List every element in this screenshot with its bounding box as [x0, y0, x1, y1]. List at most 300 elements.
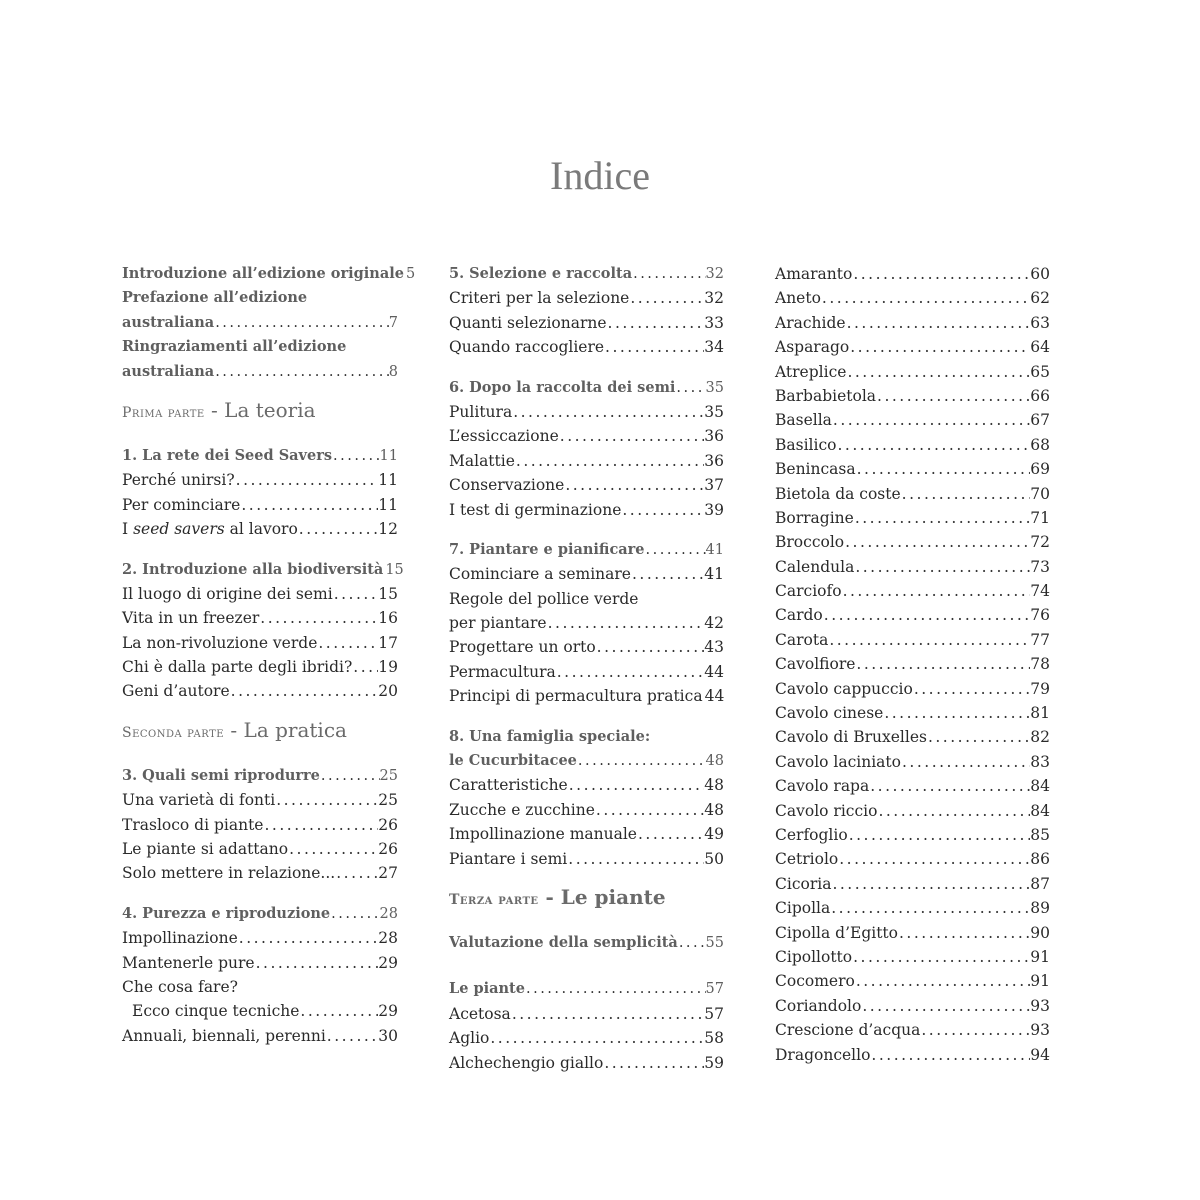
- toc-entry[interactable]: [122, 951, 398, 975]
- toc-entry[interactable]: [122, 468, 398, 492]
- entry-title: Calendula: [775, 557, 855, 576]
- entry-title: Cardo: [775, 606, 823, 625]
- leader-dots: [869, 774, 1030, 798]
- leader-dots: [830, 896, 1030, 920]
- leader-dots: [564, 473, 704, 497]
- leader-dots: [489, 1026, 704, 1050]
- toc-entry[interactable]: [122, 311, 398, 335]
- entry-title: per piantare: [449, 614, 547, 633]
- toc-entry-line1: Prefazione all’edizione: [122, 289, 308, 307]
- plant-entry[interactable]: [775, 482, 1050, 506]
- page-number: 39: [704, 500, 724, 519]
- toc-column-1: [122, 262, 416, 1048]
- page-number: 41: [704, 565, 724, 584]
- toc-entry[interactable]: [449, 611, 724, 635]
- page-number: 43: [704, 638, 724, 657]
- leader-dots: [901, 750, 1030, 774]
- plant-entry[interactable]: [775, 896, 1050, 920]
- page-number: 73: [1030, 557, 1050, 576]
- toc-entry[interactable]: [449, 473, 724, 497]
- entry-title: Le piante si adattano: [122, 840, 289, 859]
- entry-title: australiana: [122, 313, 215, 331]
- chapter-entry[interactable]: [122, 902, 398, 926]
- leader-dots: [852, 262, 1030, 286]
- toc-entry[interactable]: [449, 286, 724, 310]
- entry-title: Cicoria: [775, 874, 832, 893]
- chapter-entry[interactable]: [122, 444, 398, 468]
- leader-dots: [846, 311, 1031, 335]
- entry-title: Cipolla: [775, 899, 831, 918]
- page-number: 11: [379, 447, 398, 464]
- page-number: 32: [704, 289, 724, 308]
- leader-dots: [332, 444, 380, 468]
- page-number: 48: [705, 753, 724, 770]
- page-number: 74: [1030, 582, 1050, 601]
- toc-entry[interactable]: [449, 798, 724, 822]
- leader-dots: [678, 931, 706, 955]
- plant-entry[interactable]: [775, 530, 1050, 554]
- toc-entry[interactable]: [449, 773, 724, 797]
- toc-entry[interactable]: [449, 498, 724, 522]
- entry-title: Coriandolo: [775, 996, 862, 1015]
- page-number: 16: [378, 609, 398, 628]
- leader-dots: [607, 311, 705, 335]
- page-number: 7: [388, 314, 398, 331]
- toc-entry[interactable]: [122, 655, 398, 679]
- toc-entry[interactable]: [449, 660, 724, 684]
- part-heading: [122, 392, 398, 428]
- page-number: 60: [1030, 265, 1050, 283]
- page-number: 63: [1030, 313, 1050, 332]
- toc-entry[interactable]: [122, 493, 398, 517]
- entry-title: Perché unirsi?: [122, 471, 235, 490]
- toc-entry[interactable]: [122, 262, 416, 286]
- leader-dots: [333, 582, 379, 606]
- entry-title: Broccolo: [775, 533, 845, 552]
- toc-entry[interactable]: [449, 311, 724, 335]
- leader-dots: [861, 994, 1030, 1018]
- toc-entry[interactable]: [122, 606, 398, 630]
- entry-title: Progettare un orto: [449, 638, 596, 657]
- toc-entry[interactable]: [449, 424, 724, 448]
- part-name: La teoria: [224, 397, 316, 422]
- entry-title: Valutazione della semplicità: [449, 933, 678, 951]
- entry-title: Cavolo rapa: [775, 777, 870, 796]
- leader-dots: [631, 562, 704, 586]
- entry-title: 6. Dopo la raccolta dei semi: [449, 378, 676, 396]
- toc-entry[interactable]: [122, 631, 398, 655]
- entry-title: Cavolo riccio: [775, 801, 878, 820]
- part-name: Le piante: [560, 884, 666, 909]
- entry-title: Criteri per la selezione: [449, 289, 630, 308]
- leader-dots: [832, 408, 1030, 432]
- page-number: 12: [378, 520, 398, 539]
- page-number: 35: [705, 379, 724, 396]
- leader-dots: [525, 977, 706, 1001]
- plant-entry[interactable]: [775, 847, 1050, 871]
- plant-entry[interactable]: [775, 994, 1050, 1018]
- page-number: 35: [704, 402, 724, 421]
- entry-title: Cavolfiore: [775, 655, 856, 674]
- leader-dots: [836, 433, 1030, 457]
- plant-entry[interactable]: [775, 408, 1050, 432]
- page-number: 68: [1030, 435, 1050, 454]
- entry-title: Permacultura: [449, 662, 556, 681]
- plant-entry[interactable]: [775, 555, 1050, 579]
- toc-entry[interactable]: [449, 1002, 724, 1026]
- page-number: 71: [1030, 508, 1050, 527]
- entry-title: Barbabietola: [775, 386, 877, 405]
- leader-dots: [675, 376, 705, 400]
- leader-dots: [255, 951, 379, 975]
- toc-entry[interactable]: [449, 1051, 724, 1075]
- toc-entry[interactable]: [122, 999, 398, 1023]
- plant-entry[interactable]: [775, 335, 1050, 359]
- entry-title: Impollinazione manuale: [449, 825, 637, 844]
- page-number: 91: [1030, 972, 1050, 991]
- page-number: 57: [705, 981, 724, 998]
- toc-entry[interactable]: [449, 562, 724, 586]
- page-number: 70: [1030, 484, 1050, 503]
- toc-entry[interactable]: [449, 822, 724, 846]
- page-number: 33: [704, 313, 724, 332]
- page-number: 93: [1030, 996, 1050, 1015]
- entry-title: Crescione d’acqua: [775, 1021, 921, 1040]
- entry-title: Ecco cinque tecniche: [132, 1002, 300, 1021]
- page-number: 83: [1030, 752, 1050, 771]
- leader-dots: [821, 286, 1030, 310]
- entry-title: Una varietà di fonti: [122, 791, 276, 810]
- leader-dots: [842, 579, 1031, 603]
- toc-entry[interactable]: [449, 1026, 724, 1050]
- page-number: 37: [704, 476, 724, 495]
- entry-title: Cominciare a seminare: [449, 565, 631, 584]
- entry-title: Amaranto: [775, 265, 853, 283]
- toc-column-2: [449, 262, 724, 1075]
- entry-title: Geni d’autore: [122, 682, 230, 701]
- page-number: 34: [704, 338, 724, 357]
- entry-title: Principi di permacultura pratica: [449, 687, 703, 706]
- plant-entry[interactable]: [775, 1018, 1050, 1042]
- part-separator: -: [204, 397, 225, 422]
- page-number: 69: [1030, 460, 1050, 479]
- plant-entry[interactable]: [775, 603, 1050, 627]
- part-name: La pratica: [243, 717, 347, 742]
- entry-title: 5. Selezione e raccolta: [449, 265, 633, 282]
- toc-entry[interactable]: [449, 684, 724, 708]
- leader-dots: [326, 1024, 378, 1048]
- leader-dots: [920, 1018, 1030, 1042]
- entry-title: Pulitura: [449, 402, 513, 421]
- leader-dots: [568, 773, 705, 797]
- entry-title: Aglio: [449, 1029, 490, 1048]
- plant-entry[interactable]: [775, 628, 1050, 652]
- entry-title: Cipolla d’Egitto: [775, 923, 898, 942]
- leader-dots: [238, 926, 378, 950]
- entry-title: Asparago: [775, 338, 850, 357]
- page-number: 57: [704, 1004, 724, 1023]
- page-number: 76: [1030, 606, 1050, 625]
- plant-entry[interactable]: [775, 823, 1050, 847]
- leader-dots: [854, 506, 1030, 530]
- entry-title: Bietola da coste: [775, 484, 901, 503]
- chapter-entry[interactable]: [122, 764, 398, 788]
- page-number: 17: [378, 633, 398, 652]
- toc-entry[interactable]: [122, 360, 398, 384]
- toc-entry[interactable]: [122, 582, 398, 606]
- entry-title: Cerfoglio: [775, 825, 848, 844]
- entry-title: Cavolo di Bruxelles: [775, 728, 927, 747]
- entry-title: Quanti selezionarne: [449, 313, 607, 332]
- leader-dots: [632, 262, 705, 286]
- page-number: 81: [1030, 704, 1050, 723]
- leader-dots: [645, 538, 706, 562]
- part-heading: [449, 879, 724, 915]
- leader-dots: [577, 749, 706, 773]
- plant-entry[interactable]: [775, 579, 1050, 603]
- toc-entry-line1: Regole del pollice verde: [449, 589, 639, 608]
- leader-dots: [854, 555, 1030, 579]
- chapter-entry[interactable]: [449, 538, 724, 562]
- plant-entry[interactable]: [775, 286, 1050, 310]
- page-number: 94: [1030, 1045, 1050, 1064]
- plant-entry[interactable]: [775, 384, 1050, 408]
- toc-entry[interactable]: [449, 635, 724, 659]
- page-number: 20: [378, 682, 398, 701]
- leader-dots: [898, 921, 1030, 945]
- plant-entry[interactable]: [775, 506, 1050, 530]
- page-number: 44: [704, 687, 725, 706]
- page-number: 28: [379, 905, 398, 922]
- leader-dots: [856, 457, 1031, 481]
- leader-dots: [335, 861, 378, 885]
- plant-entry[interactable]: [775, 433, 1050, 457]
- page-number: 82: [1030, 728, 1050, 747]
- entry-title: Piantare i semi: [449, 849, 568, 868]
- page-number: 48: [704, 776, 724, 795]
- plant-entry[interactable]: [775, 774, 1050, 798]
- page-number: 62: [1030, 289, 1050, 308]
- page-number: 90: [1030, 923, 1050, 942]
- leader-dots: [637, 822, 704, 846]
- leader-dots: [831, 872, 1030, 896]
- leader-dots: [823, 603, 1031, 627]
- entry-title: Dragoncello: [775, 1045, 871, 1064]
- page-number: 87: [1030, 874, 1050, 893]
- leader-dots: [846, 360, 1030, 384]
- part-heading: [122, 712, 398, 748]
- entry-title: Mantenerle pure: [122, 953, 255, 972]
- leader-dots: [330, 902, 379, 926]
- plant-entry[interactable]: [775, 969, 1050, 993]
- toc-entry[interactable]: [122, 837, 398, 861]
- leader-dots: [621, 498, 704, 522]
- page-number: 5: [405, 266, 416, 282]
- leader-dots: [515, 449, 704, 473]
- leader-dots: [877, 799, 1030, 823]
- entry-title: Il luogo di origine dei semi: [122, 584, 333, 603]
- leader-dots: [298, 517, 378, 541]
- page-number: 48: [704, 800, 724, 819]
- toc-entry[interactable]: [449, 847, 724, 871]
- chapter-entry[interactable]: [449, 931, 724, 955]
- entry-title: Acetosa: [449, 1004, 511, 1023]
- chapter-entry[interactable]: [449, 977, 724, 1001]
- chapter-entry[interactable]: [122, 558, 404, 582]
- page-number: 15: [385, 561, 404, 578]
- entry-title: 7. Piantare e pianificare: [449, 540, 645, 558]
- page-number: 50: [704, 849, 724, 868]
- page-number: 42: [704, 614, 724, 633]
- leader-dots: [876, 384, 1030, 408]
- toc-entry[interactable]: [122, 517, 398, 541]
- plant-entry[interactable]: [775, 725, 1050, 749]
- part-label: Terza parte: [449, 891, 539, 908]
- toc-entry[interactable]: [449, 400, 724, 424]
- entry-title: Benincasa: [775, 460, 856, 479]
- entry-title: australiana: [122, 362, 215, 380]
- toc-column-3: [775, 262, 1050, 1067]
- part-separator: -: [538, 884, 561, 909]
- toc-entry[interactable]: [122, 813, 398, 837]
- chapter-entry[interactable]: [449, 749, 724, 773]
- leader-dots: [214, 360, 389, 384]
- toc-entry-line1: Ringraziamenti all’edizione: [122, 338, 347, 356]
- entry-title: Caratteristiche: [449, 776, 568, 795]
- leader-dots: [838, 847, 1030, 871]
- toc-entry[interactable]: [122, 1024, 398, 1048]
- plant-entry[interactable]: [775, 652, 1050, 676]
- entry-title: I test di germinazione: [449, 500, 622, 519]
- page-number: 86: [1030, 850, 1050, 869]
- leader-dots: [259, 606, 378, 630]
- leader-dots: [556, 660, 705, 684]
- entry-title: Basilico: [775, 435, 837, 454]
- page-number: 85: [1030, 825, 1050, 844]
- entry-title: Carciofo: [775, 582, 842, 601]
- page-number: 65: [1030, 362, 1050, 381]
- entry-title: Cetriolo: [775, 850, 839, 869]
- entry-title: Impollinazione: [122, 929, 238, 948]
- entry-title: La non-rivoluzione verde: [122, 633, 318, 652]
- plant-entry[interactable]: [775, 750, 1050, 774]
- page-number: 84: [1030, 777, 1050, 796]
- plant-entry[interactable]: [775, 1043, 1050, 1067]
- entry-title: Malattie: [449, 451, 515, 470]
- entry-title: le Cucurbitacee: [449, 752, 577, 770]
- entry-title: Aneto: [775, 289, 821, 308]
- page-number: 26: [378, 815, 398, 834]
- leader-dots: [263, 813, 378, 837]
- leader-dots: [603, 1051, 704, 1075]
- page-number: 11: [378, 471, 398, 490]
- page-number: 91: [1030, 947, 1050, 966]
- toc-entry[interactable]: [122, 679, 398, 703]
- plant-entry[interactable]: [775, 872, 1050, 896]
- leader-dots: [320, 764, 380, 788]
- page-number: 72: [1030, 533, 1050, 552]
- plant-entry[interactable]: [775, 945, 1050, 969]
- page-number: 27: [378, 864, 398, 883]
- page-number: 30: [378, 1026, 398, 1045]
- toc-entry[interactable]: [122, 788, 398, 812]
- page-number: 29: [378, 1002, 398, 1021]
- chapter-entry[interactable]: [449, 262, 724, 286]
- toc-entry[interactable]: [122, 926, 398, 950]
- plant-entry[interactable]: [775, 262, 1050, 286]
- toc-entry[interactable]: [449, 449, 724, 473]
- plant-entry[interactable]: [775, 799, 1050, 823]
- plant-entry[interactable]: [775, 311, 1050, 335]
- page-number: 67: [1030, 411, 1050, 430]
- plant-entry[interactable]: [775, 921, 1050, 945]
- plant-entry[interactable]: [775, 701, 1050, 725]
- page-title: Indice: [550, 153, 650, 198]
- leader-dots: [512, 400, 704, 424]
- leader-dots: [629, 286, 704, 310]
- leader-dots: [901, 482, 1031, 506]
- page-number: 36: [704, 451, 724, 470]
- entry-title: Borragine: [775, 508, 854, 527]
- chapter-entry[interactable]: [449, 376, 724, 400]
- page-number: 84: [1030, 801, 1050, 820]
- leader-dots: [927, 725, 1030, 749]
- entry-title: Atreplice: [775, 362, 847, 381]
- toc-entry[interactable]: [449, 335, 724, 359]
- leader-dots: [214, 311, 389, 335]
- entry-title: Solo mettere in relazione...: [122, 864, 336, 883]
- toc-entry-line1: Che cosa fare?: [122, 977, 238, 996]
- entry-title: 3. Quali semi riprodurre: [122, 766, 320, 784]
- page-number: 66: [1030, 386, 1050, 405]
- page-number: 25: [378, 791, 398, 810]
- entry-title: Carota: [775, 630, 829, 649]
- entry-title: Conservazione: [449, 476, 565, 495]
- entry-title: Cavolo cinese: [775, 704, 884, 723]
- plant-entry[interactable]: [775, 677, 1050, 701]
- leader-dots: [275, 788, 378, 812]
- entry-title: Cocomero: [775, 972, 855, 991]
- page-number: 15: [378, 584, 398, 603]
- entry-title: Chi è dalla parte degli ibridi?: [122, 658, 353, 677]
- plant-entry[interactable]: [775, 457, 1050, 481]
- chapter-entry-line1: 8. Una famiglia speciale:: [449, 727, 651, 745]
- entry-title: L’essiccazione: [449, 427, 559, 446]
- page-number: 93: [1030, 1021, 1050, 1040]
- entry-title: Trasloco di piante: [122, 815, 264, 834]
- entry-title: Basella: [775, 411, 832, 430]
- leader-dots: [595, 798, 704, 822]
- leader-dots: [288, 837, 378, 861]
- leader-dots: [352, 655, 378, 679]
- entry-title: I seed savers al lavoro: [122, 520, 298, 539]
- leader-dots: [230, 679, 379, 703]
- entry-title: Per cominciare: [122, 495, 241, 514]
- page-number: 55: [705, 934, 724, 951]
- page-number: 44: [704, 662, 724, 681]
- page-number: 28: [378, 929, 398, 948]
- leader-dots: [604, 335, 704, 359]
- entry-title: Quando raccogliere: [449, 338, 605, 357]
- entry-title: Cipollotto: [775, 947, 853, 966]
- page-number: 25: [379, 767, 398, 784]
- part-label: Prima parte: [122, 404, 205, 421]
- plant-entry[interactable]: [775, 360, 1050, 384]
- leader-dots: [855, 969, 1030, 993]
- toc-entry[interactable]: [122, 861, 398, 885]
- part-label: Seconda parte: [122, 724, 225, 741]
- page-number: 49: [704, 825, 724, 844]
